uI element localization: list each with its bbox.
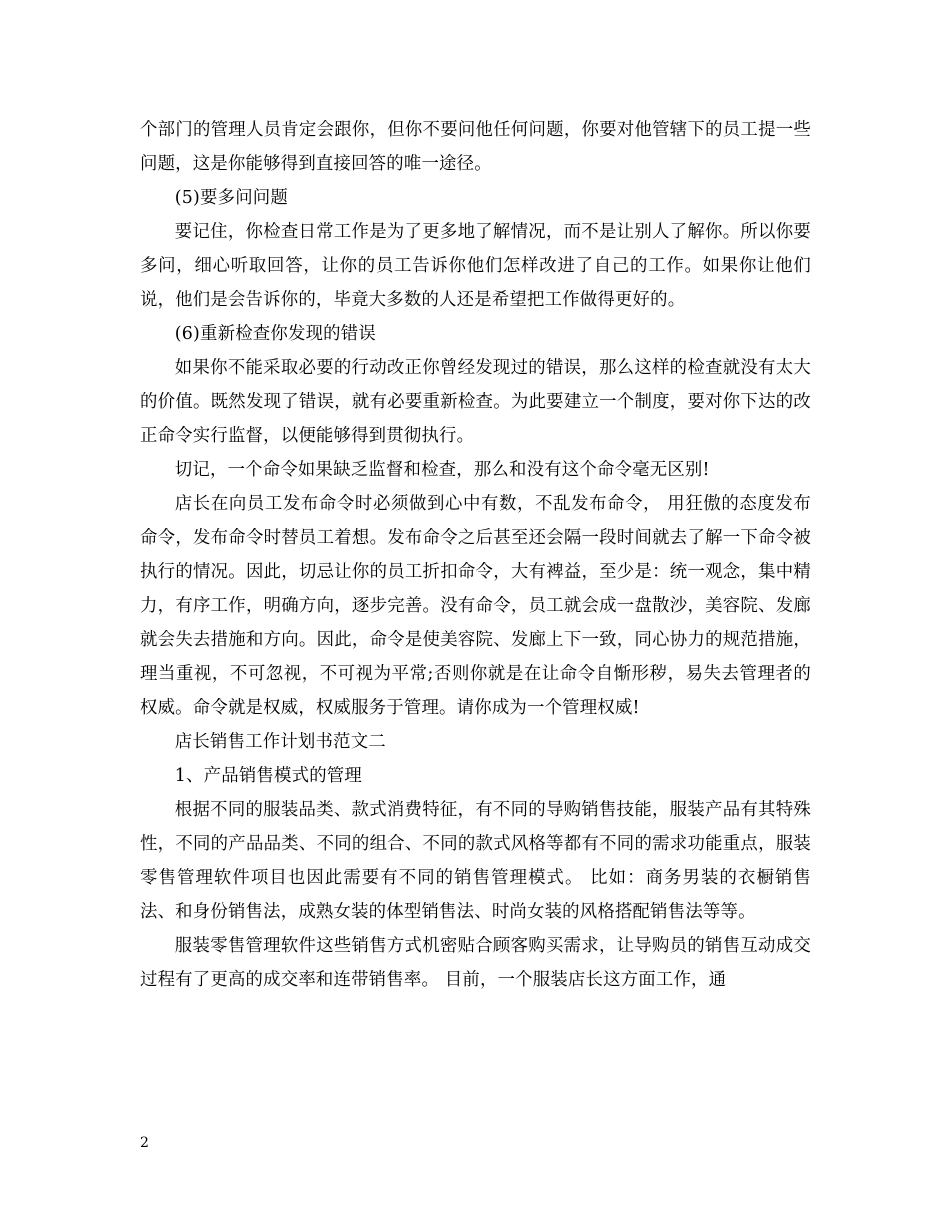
paragraph-3: 要记住，你检查日常工作是为了更多地了解情况，而不是让别人了解你。所以你要多问，细心听取回答，让你的员工告诉你他们怎样改进了自己的工作。如果你让他们说，他们是会告诉你的，毕竟大多数的人还是希望把工作做得更好的。 — [140, 222, 811, 310]
paragraph-11: 服装零售管理软件这些销售方式机密贴合顾客购买需求，让导购员的销售互动成交过程有了更高的成交率和连带销售率。 目前，一个服装店长这方面工作，通 — [140, 936, 811, 990]
paragraph-7: 店长在向员工发布命令时必须做到心中有数，不乱发布命令， 用狂傲的态度发布命令，发布命令时替员工着想。发布命令之后甚至还会隔一段时间就去了解一下命令被执行的情况。因此，切忌让你的员工折扣命令，大有裨益，至少是：统一观念，集中精力，有序工作，明确方向，逐步完善。没有命令，员工就会成一盘散沙，美容院、发廊就会失去措施和方向。因此，命令是使美容院、发廊上下一致，同心协力的规范措施，理当重视，不可忽视，不可视为平常;否则你就是在让命令自惭形秽，易失去管理者的权威。命令就是权威，权威服务于管理。请你成为一个管理权威! — [140, 494, 811, 718]
paragraph-8-section-title: 店长销售工作计划书范文二 — [174, 732, 386, 752]
paragraph-5: 如果你不能采取必要的行动改正你曾经发现过的错误，那么这样的检查就没有太大的价值。既然发现了错误，就有必要重新检查。为此要建立一个制度，要对你下达的改正命令实行监督，以便能够得到贯彻执行。 — [140, 358, 811, 446]
document-body — [140, 113, 811, 997]
paragraph-2-heading: (5)要多问问题 — [174, 188, 288, 208]
paragraph-4-heading: (6)重新检查你发现的错误 — [174, 324, 376, 344]
page-number: 2 — [140, 1135, 149, 1151]
paragraph-10: 根据不同的服装品类、款式消费特征，有不同的导购销售技能，服装产品有其特殊性，不同的产品品类、不同的组合、不同的款式风格等都有不同的需求功能重点，服装零售管理软件项目也因此需要有不同的销售管理模式。 比如：商务男装的衣橱销售法、和身份销售法，成熟女装的体型销售法、时尚女装的风格搭配销售法等等。 — [140, 800, 811, 922]
paragraph-6: 切记，一个命令如果缺乏监督和检查，那么和没有这个命令毫无区别! — [174, 460, 710, 480]
paragraph-1: 个部门的管理人员肯定会跟你，但你不要问他任何问题，你要对他管辖下的员工提一些问题，这是你能够得到直接回答的唯一途径。 — [140, 120, 811, 174]
paragraph-9-heading: 1、产品销售模式的管理 — [174, 766, 362, 786]
